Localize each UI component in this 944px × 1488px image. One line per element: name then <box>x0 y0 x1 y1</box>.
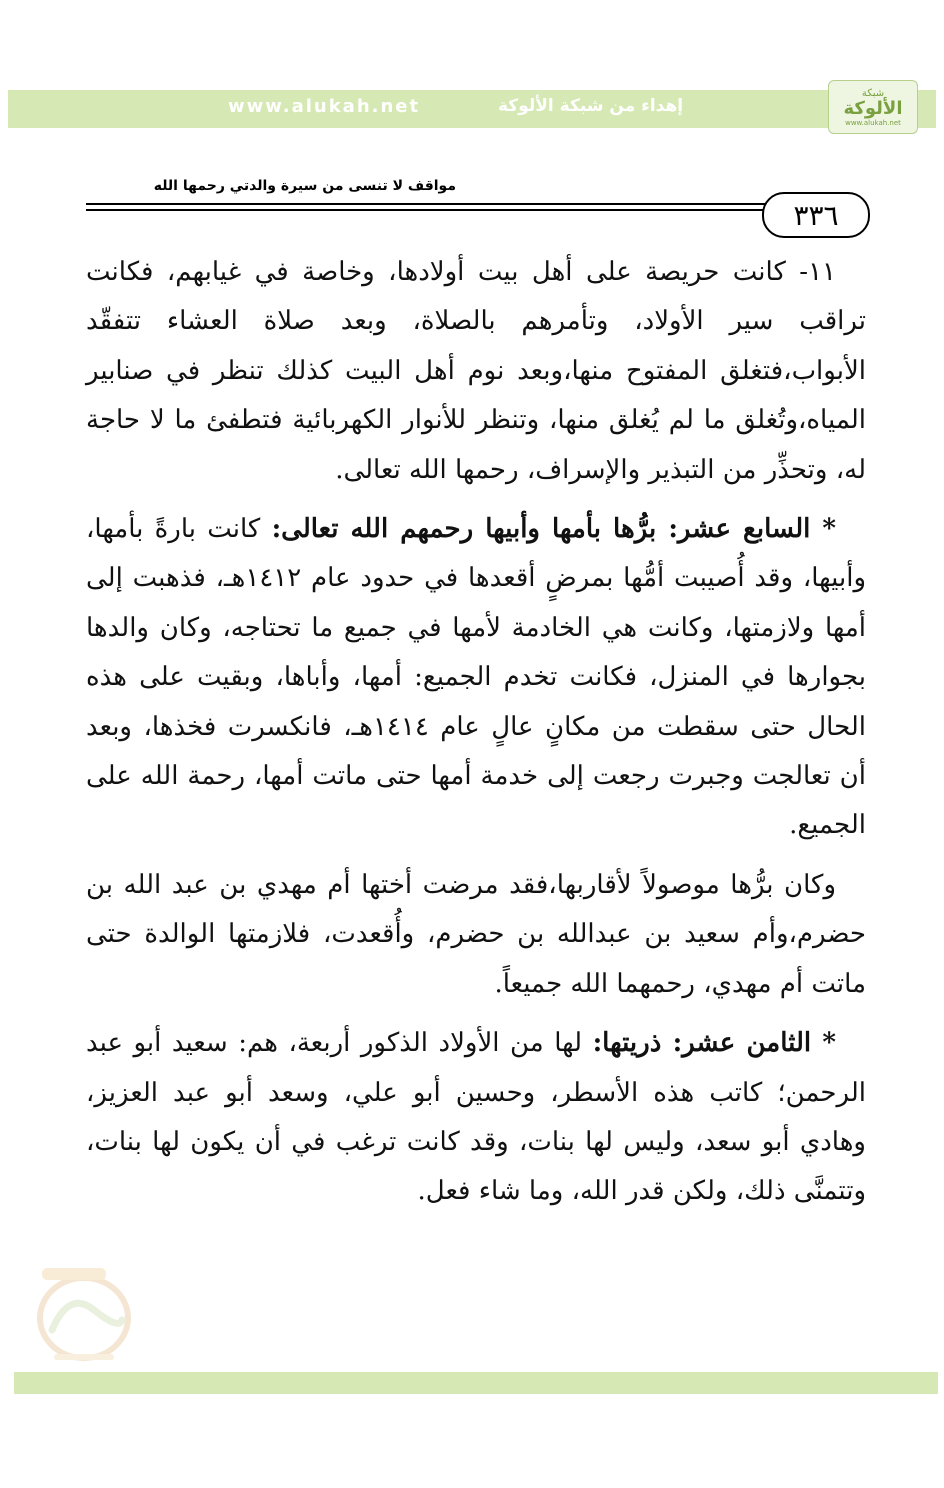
page-number: ٣٣٦ <box>762 192 870 238</box>
page-body <box>86 248 866 1227</box>
paragraph-18-body: لها من الأولاد الذكور أربعة، هم: سعيد أبو عبد الرحمن؛ كاتب هذه الأسطر، وحسين أبو علي، وسعد أبو عبد العزيز، وهادي أبو سعد، وليس لها بنات، وقد كانت ترغب في أن يكون لها بنات، وتتمنَّى ذلك، ولكن قدر الله، وما شاء فعل. <box>86 1028 866 1207</box>
section-heading-17: * السابع عشر: برُّها بأمها وأبيها رحمهم الله تعالى: <box>271 514 836 545</box>
banner-gift-text: إهداء من شبكة الألوكة <box>498 96 684 116</box>
watermark-emblem <box>24 1260 144 1368</box>
paragraph-17-body: كانت بارةً بأمها، وأبيها، وقد أُصيبت أمُّها بمرضٍ أقعدها في حدود عام ١٤١٢هـ، فذهبت إلى أمها ولازمتها، وكانت هي الخادمة لأمها في جميع ما تحتاجه، وكان والدها بجوارها في المنزل، فكانت تخدم الجميع: أمها، وأباها، وبقيت على هذه الحال حتى سقطت من مكانٍ عالٍ عام ١٤١٤هـ، فانكسرت فخذها، وبعد أن تعالجت وجبرت رجعت إلى خدمة أمها حتى ماتت أمها، رحمة الله على الجميع. <box>86 514 867 841</box>
paragraph-18 <box>86 1019 866 1217</box>
header-rule-top <box>86 203 766 205</box>
footer-band <box>14 1372 938 1394</box>
paragraph-17 <box>86 505 866 851</box>
paragraph-relatives: وكان برُّها موصولاً لأقاربها،فقد مرضت أختها أم مهدي بن عبد الله بن حضرم،وأم سعيد بن عبدالله بن حضرم، وأُقعدت، فلازمتها الوالدة حتى ماتت أم مهدي، رحمهما الله جميعاً. <box>86 869 866 999</box>
header-rule-bottom <box>86 209 766 211</box>
running-header-title: مواقف لا تنسى من سيرة والدتي رحمها الله <box>153 178 456 194</box>
paragraph-11: ١١- كانت حريصة على أهل بيت أولادها، وخاصة في غيابهم، فكانت تراقب سير الأولاد، وتأمرهم بالصلاة، وبعد صلاة العشاء تتفقّد الأبواب،فتغلق المفتوح منها،وبعد نوم أهل البيت كذلك تنظر في صنابير المياه،وتُغلق ما لم يُغلق منها، وتنظر للأنوار الكهربائية فتطفئ ما لا حاجة له، وتحذِّر من التبذير والإسراف، رحمها الله تعالى. <box>86 257 866 485</box>
alukah-logo <box>828 80 918 134</box>
logo-top-text: شبكة <box>861 87 885 99</box>
top-banner <box>8 87 936 128</box>
section-heading-18: * الثامن عشر: ذريتها: <box>592 1028 837 1059</box>
banner-url: www.alukah.net <box>228 96 421 117</box>
logo-main-text: الألوكة <box>843 97 903 119</box>
logo-small-text: www.alukah.net <box>845 118 901 127</box>
